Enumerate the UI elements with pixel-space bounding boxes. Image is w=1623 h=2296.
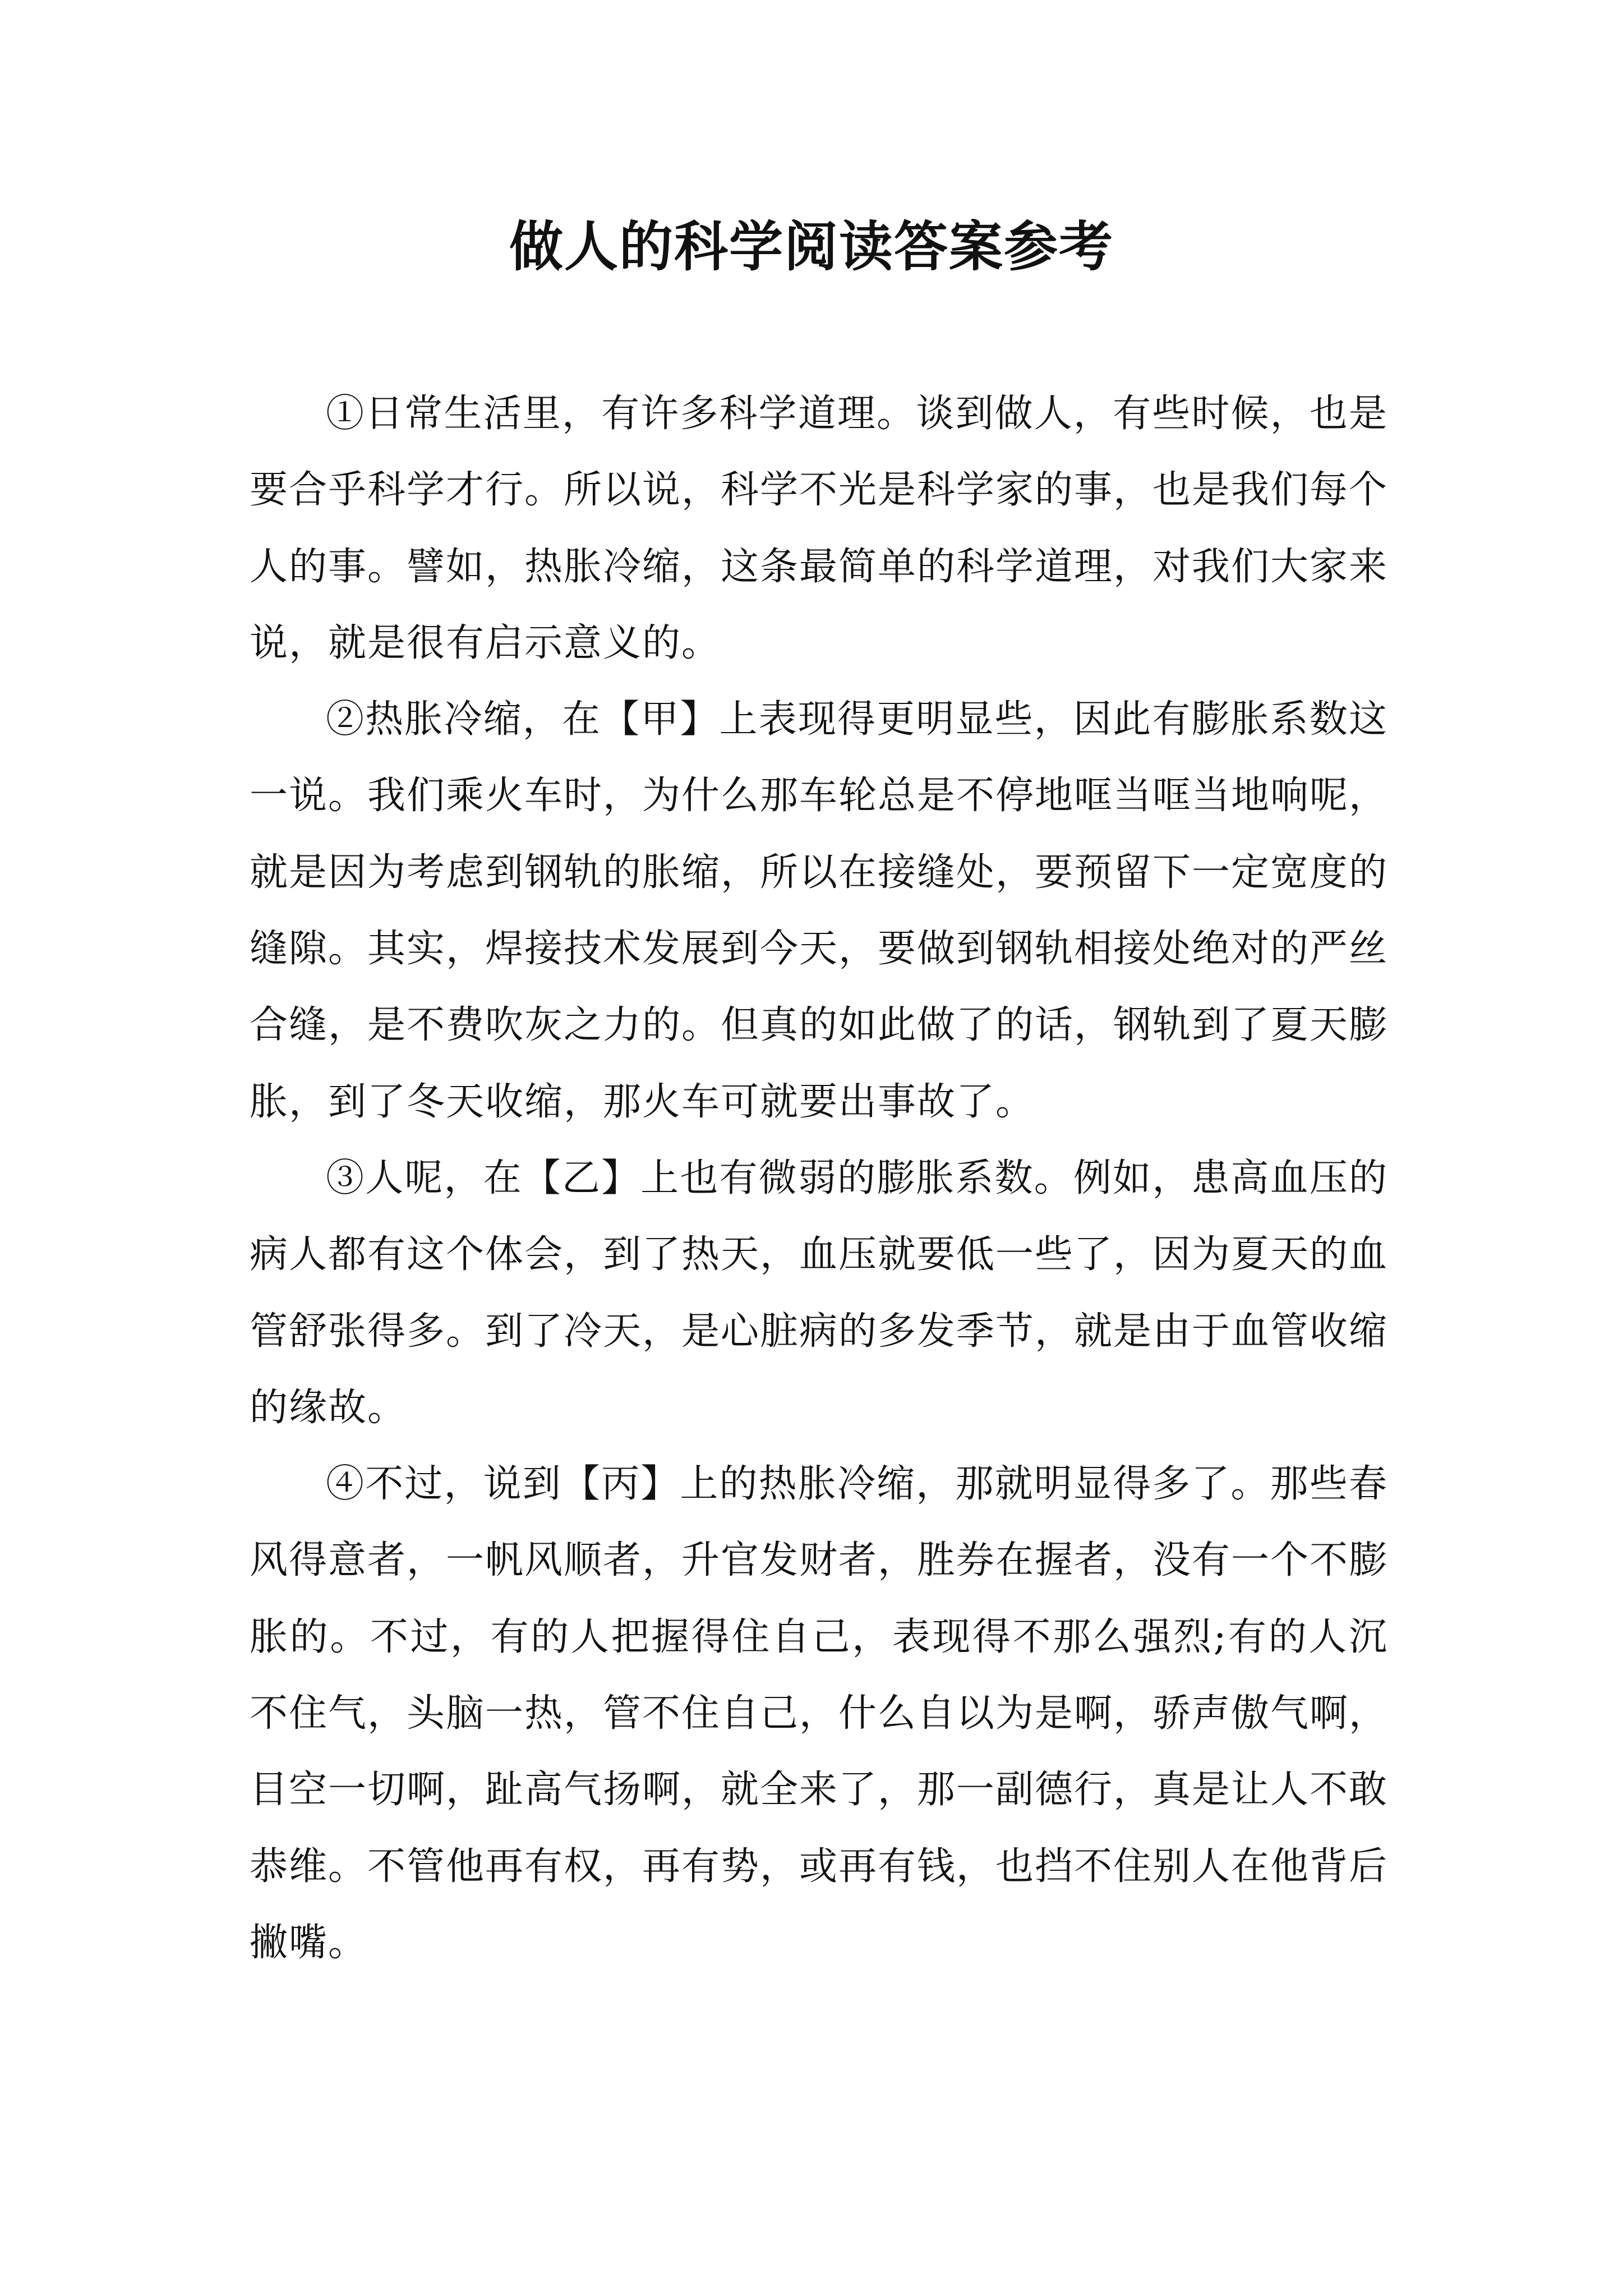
paragraph-4: ④不过，说到【丙】上的热胀冷缩，那就明显得多了。那些春风得意者，一帆风顺者，升官发财者，胜券在握者，没有一个不膨胀的。不过，有的人把握得住自己，表现得不那么强烈;有的人沉不住气，头脑一热，管不住自己，什么自以为是啊，骄声傲气啊，目空一切啊，趾高气扬啊，就全来了，那一副德行，真是让人不敢恭维。不管他再有权，再有势，或再有钱，也挡不住别人在他背后撇嘴。 [250, 1462, 1389, 1965]
paragraph-3: ③人呢，在【乙】上也有微弱的膨胀系数。例如，患高血压的病人都有这个体会，到了热天，血压就要低一些了，因为夏天的血管舒张得多。到了冷天，是心脏病的多发季节，就是由于血管收缩的缘故。 [250, 1156, 1389, 1430]
paragraph-2: ②热胀冷缩，在【甲】上表现得更明显些，因此有膨胀系数这一说。我们乘火车时，为什么那车轮总是不停地哐当哐当地响呢，就是因为考虑到钢轨的胀缩，所以在接缝处，要预留下一定宽度的缝隙。其实，焊接技术发展到今天，要做到钢轨相接处绝对的严丝合缝，是不费吹灰之力的。但真的如此做了的话，钢轨到了夏天膨胀，到了冬天收缩，那火车可就要出事故了。 [250, 697, 1389, 1124]
paragraph-1: ①日常生活里，有许多科学道理。谈到做人，有些时候，也是要合乎科学才行。所以说，科学不光是科学家的事，也是我们每个人的事。譬如，热胀冷缩，这条最简单的科学道理，对我们大家来说，就是很有启示意义的。 [250, 392, 1389, 665]
document-body [250, 376, 1388, 1981]
document-title: 做人的科学阅读答案参考 [509, 215, 1114, 278]
